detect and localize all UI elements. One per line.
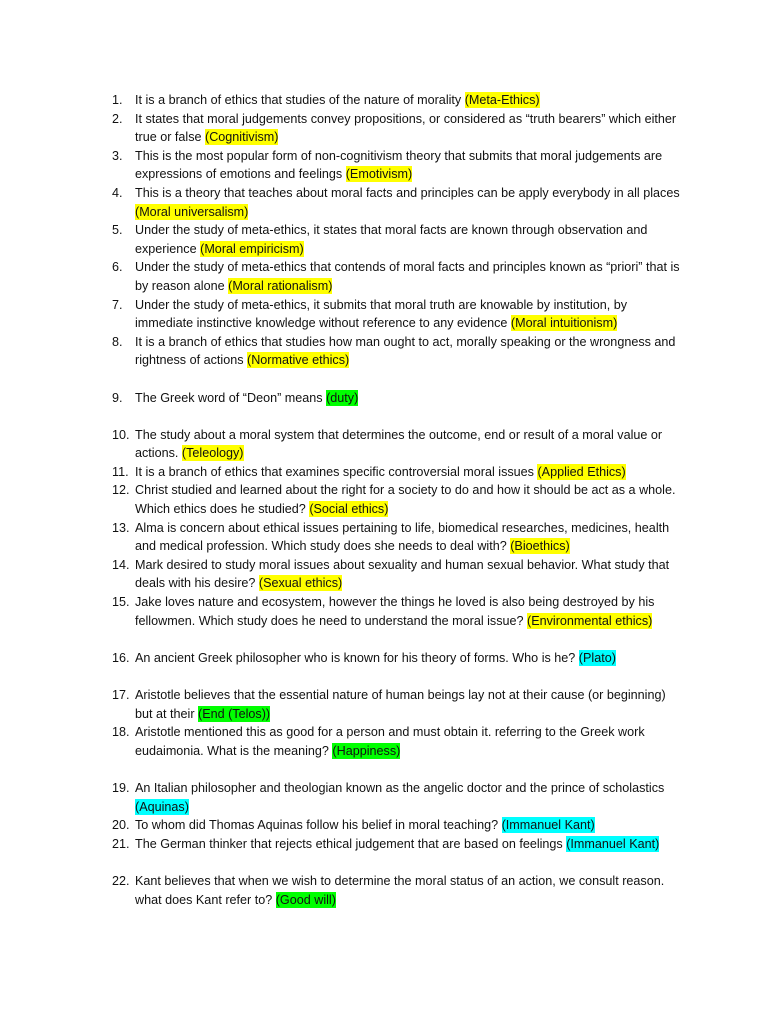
item-number: 5. [112,223,123,238]
list-item [0,686,768,723]
list-item [0,556,768,593]
item-text: Aristotle believes that the essential nature of human beings lay not at their cause (or beginning) but at their [135,688,666,721]
answer-highlight: (Immanuel Kant) [501,818,595,833]
answer-highlight: (Happiness) [332,743,401,758]
list-item [0,593,768,630]
item-text: Under the study of meta-ethics, it submits that moral truth are knowable by institution, by immediate instinctive knowledge without reference to any evidence [135,297,628,331]
answer-highlight: (Environmental ethics) [527,613,653,628]
item-number: 12. [112,483,130,498]
item-number: 7. [112,297,123,312]
list-item [0,110,768,147]
item-text: Under the study of meta-ethics, it states that moral facts are known through observation and experience [135,223,648,256]
answer-highlight: (Plato) [578,650,616,665]
item-number: 20. [112,818,130,833]
item-text: Jake loves nature and ecosystem, however the things he loved is also being destroyed by his fellowmen. Which study does he need to understand the moral issue? [135,595,655,628]
item-text: It is a branch of ethics that examines specific controversial moral issues [135,464,534,479]
item-text: Christ studied and learned about the right for a society to do and how it should be act as a whole. Which ethics does he studied? [135,483,676,517]
answer-highlight: (Applied Ethics) [537,464,626,479]
list-item [0,184,768,221]
answer-highlight: (Teleology) [181,446,244,461]
answer-highlight: (Immanuel Kant) [566,836,660,851]
item-number: 2. [112,111,123,126]
item-text: An ancient Greek philosopher who is known for his theory of forms. Who is he? [135,650,576,665]
answer-highlight: (Cognitivism) [205,130,279,145]
item-text: It is a branch of ethics that studies of the nature of morality [135,93,462,107]
item-text: This is the most popular form of non-cognitivism theory that submits that moral judgements are expressions of emotions and feelings [135,148,663,182]
list-item [0,519,768,556]
item-text: Aristotle mentioned this as good for a person and must obtain it. referring to the Greek work eudaimonia. What is the meaning? [135,725,645,758]
list-item [0,835,768,854]
item-text: The study about a moral system that determines the outcome, end or result of a moral value or actions. [135,427,663,461]
item-number: 19. [112,780,130,795]
item-text: To whom did Thomas Aquinas follow his belief in moral teaching? [135,818,499,833]
answer-highlight: (Moral empiricism) [200,241,304,256]
list-item [0,816,768,835]
answer-highlight: (Normative ethics) [247,353,350,368]
answer-highlight: (duty) [326,390,359,405]
answer-highlight: (Social ethics) [309,502,389,517]
list-item [0,333,768,370]
item-text: It states that moral judgements convey propositions, or considered as “truth bearers” which either true or false [135,111,677,145]
answer-highlight: (Bioethics) [510,539,570,554]
item-number: 13. [112,520,130,535]
item-number: 14. [112,557,130,572]
item-text: The Greek word of “Deon” means [135,390,323,405]
item-number: 3. [112,148,123,163]
item-number: 11. [112,464,129,479]
answer-highlight: (Good will) [275,892,336,907]
item-number: 18. [112,725,130,740]
item-text: Kant believes that when we wish to determine the moral status of an action, we consult reason. what does Kant refer to? [135,873,665,907]
answer-highlight: (Meta-Ethics) [464,93,540,107]
item-number: 15. [112,595,130,610]
answer-highlight: (Moral intuitionism) [510,316,618,331]
answer-highlight: (Moral rationalism) [228,278,333,293]
item-text: The German thinker that rejects ethical judgement that are based on feelings [135,836,563,851]
answer-highlight: (Emotivism) [345,167,413,182]
list-item [0,649,768,668]
item-number: 9. [112,390,123,405]
item-number: 21. [112,836,130,851]
item-number: 4. [112,185,123,200]
item-text: This is a theory that teaches about moral facts and principles can be apply everybody in all places [135,185,680,200]
item-number: 16. [112,650,130,665]
question-list [0,91,768,909]
list-item [0,463,768,482]
item-number: 8. [112,334,123,349]
list-item [0,296,768,333]
item-number: 17. [112,688,130,702]
list-item [0,147,768,184]
item-text: Under the study of meta-ethics that contends of moral facts and principles known as “priori” that is by reason alone [135,260,680,293]
list-item [0,91,768,110]
list-item [0,872,768,909]
item-text: Mark desired to study moral issues about sexuality and human sexual behavior. What study that deals with his desire? [135,557,670,591]
item-number: 6. [112,260,123,275]
item-text: An Italian philosopher and theologian known as the angelic doctor and the prince of scholastics [135,780,665,795]
answer-highlight: (Sexual ethics) [258,576,343,591]
list-item [0,221,768,258]
item-number: 22. [112,873,130,888]
item-number: 10. [112,427,130,442]
list-item [0,389,768,408]
item-number: 1. [112,93,123,107]
list-item [0,426,768,463]
answer-highlight: (Moral universalism) [135,204,249,219]
list-item [0,481,768,518]
list-item [0,258,768,295]
item-text: It is a branch of ethics that studies how man ought to act, morally speaking or the wrongness and rightness of actions [135,334,676,368]
list-item [0,779,768,816]
list-item [0,723,768,760]
answer-highlight: (End (Telos)) [198,706,271,721]
answer-highlight: (Aquinas) [135,799,189,814]
item-text: Alma is concern about ethical issues pertaining to life, biomedical researches, medicines, health and medical profession. Which study does she needs to deal with? [135,520,670,554]
